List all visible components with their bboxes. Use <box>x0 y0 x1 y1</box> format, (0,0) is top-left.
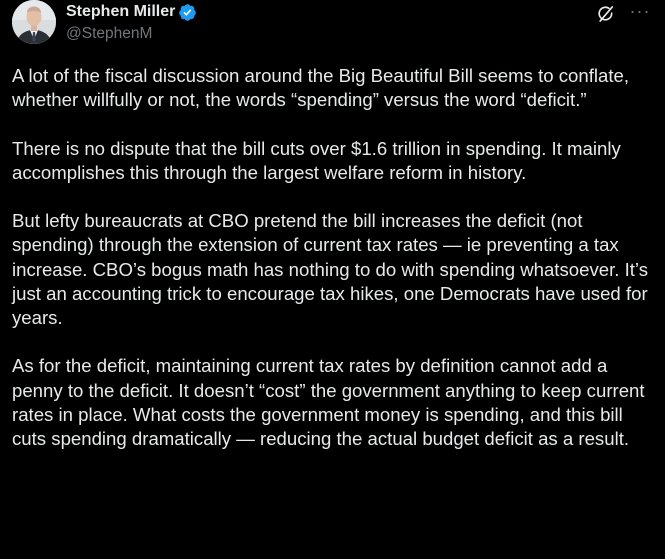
post-paragraph: As for the deficit, maintaining current tax rates by definition cannot add a penny to the deficit. It doesn’t “cost” the government anything to keep current rates in place. What costs the government money is spending, and this bill cuts spending dramatically — reducing the actual budget deficit as a result. <box>12 355 645 449</box>
author-block <box>66 2 197 44</box>
avatar-portrait <box>12 0 56 44</box>
avatar[interactable] <box>12 0 56 44</box>
post-paragraph: But lefty bureaucrats at CBO pretend the bill increases the deficit (not spending) through the extension of current tax rates — ie preventing a tax increase. CBO’s bogus math has nothing to do with spending whatsoever. It’s just an accounting trick to encourage tax hikes, one Democrats have used for years. <box>12 210 649 328</box>
post-paragraph: There is no dispute that the bill cuts over $1.6 trillion in spending. It mainly accomplishes this through the largest welfare reform in history. <box>12 137 621 183</box>
handle[interactable]: @StephenM <box>66 25 153 42</box>
grok-icon[interactable] <box>595 3 617 25</box>
post-actions <box>595 3 651 25</box>
verified-badge-icon[interactable] <box>178 3 197 22</box>
more-options-icon[interactable]: ··· <box>629 1 651 21</box>
display-name[interactable]: Stephen Miller <box>66 3 176 20</box>
post-text <box>12 64 660 475</box>
name-row <box>66 2 197 22</box>
post-paragraph: A lot of the fiscal discussion around the Big Beautiful Bill seems to conflate, whether willfully or not, the words “spending” versus the word “deficit.” <box>12 65 630 111</box>
